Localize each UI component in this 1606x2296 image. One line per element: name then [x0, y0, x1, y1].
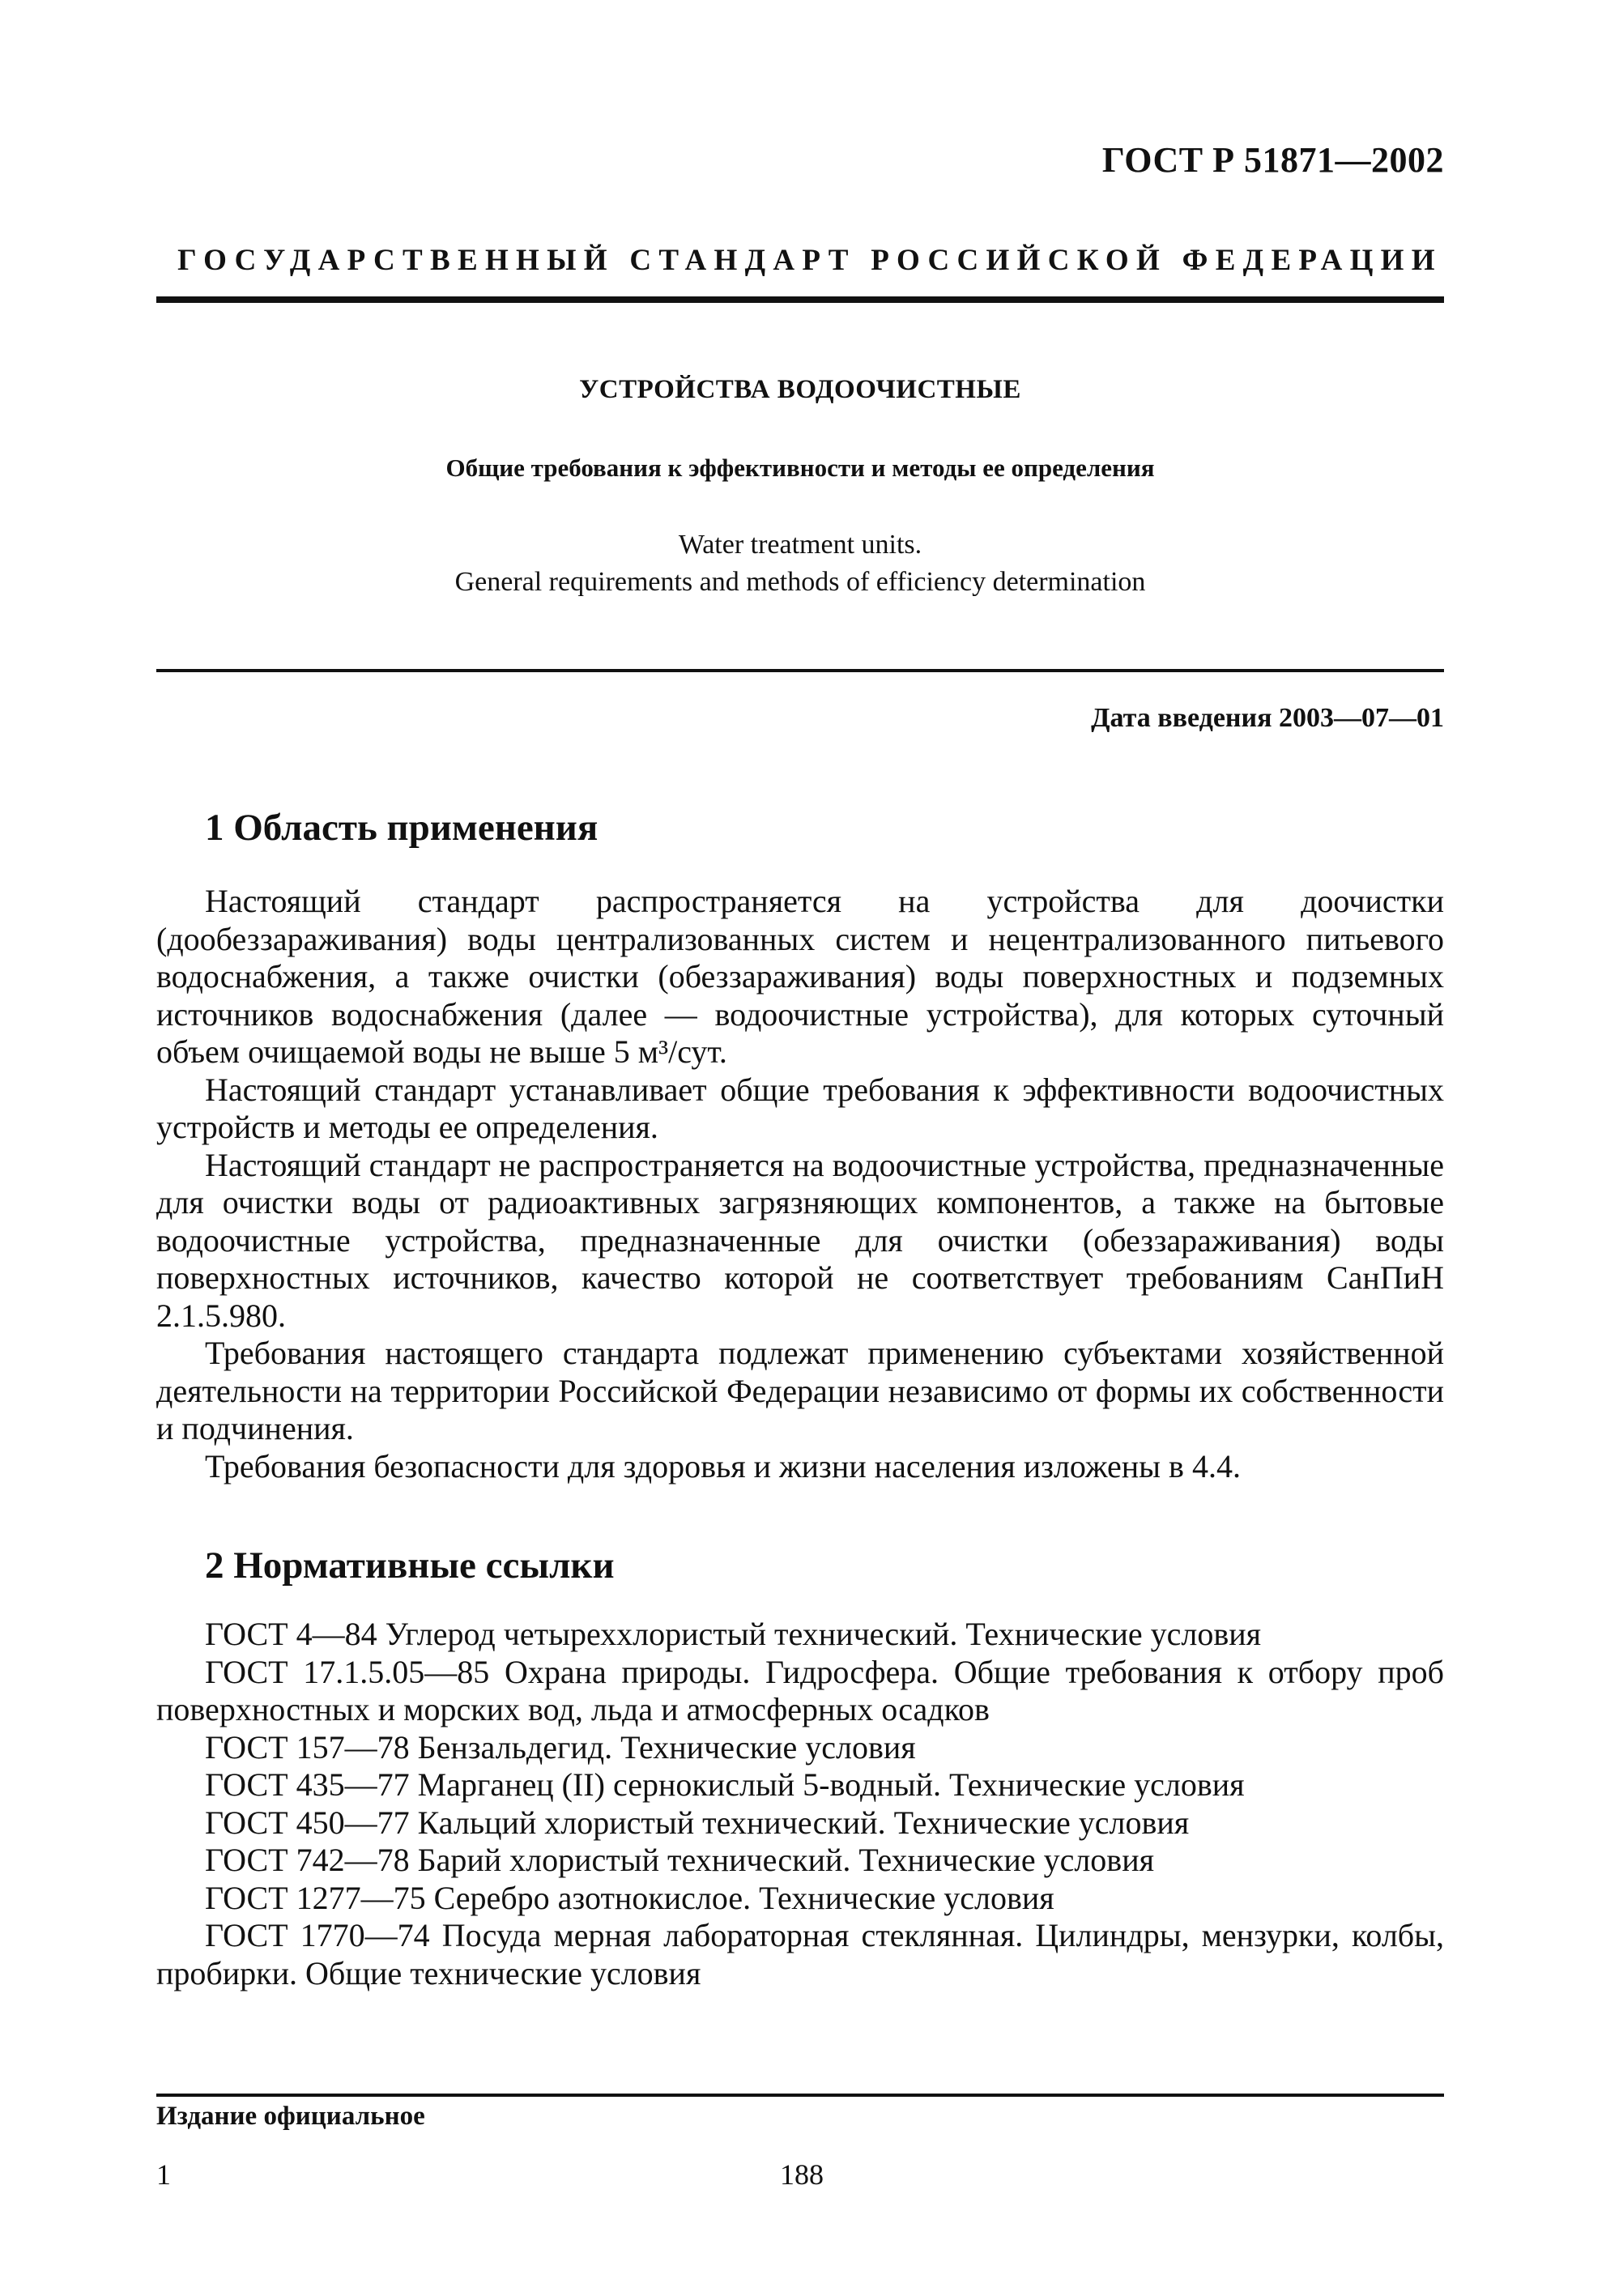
section-1-body	[156, 883, 1444, 1485]
standard-number: ГОСТ Р 51871—2002	[1101, 140, 1444, 180]
english-title	[156, 526, 1444, 601]
paragraph: Требования безопасности для здоровья и жизни населения изложены в 4.4.	[205, 1447, 1241, 1485]
footer-left-number: 1	[156, 2158, 171, 2191]
section-2-references	[156, 1616, 1444, 1992]
document-page	[156, 0, 1444, 2296]
reference-item: ГОСТ 1770—74 Посуда мерная лабораторная стеклянная. Цилиндры, мензурки, колбы, пробирки. Общие технические условия	[156, 1917, 1444, 1991]
title-divider	[156, 669, 1444, 672]
reference-item: ГОСТ 157—78 Бензальдегид. Технические условия	[205, 1728, 916, 1766]
reference-item: ГОСТ 1277—75 Серебро азотнокислое. Технические условия	[205, 1879, 1054, 1916]
reference-item: ГОСТ 17.1.5.05—85 Охрана природы. Гидросфера. Общие требования к отбору проб поверхностных и морских вод, льда и атмосферных осадков	[156, 1653, 1444, 1727]
section-1-heading: 1 Область применения	[205, 807, 599, 849]
reference-item: ГОСТ 4—84 Углерод четыреххлористый технический. Технические условия	[205, 1616, 1262, 1652]
header-divider	[156, 296, 1444, 303]
paragraph: Настоящий стандарт распространяется на устройства для доочистки (дообеззараживания) воды централизованных систем и нецентрализованного питьевого водоснабжения, а также очистки (обеззараживания) воды поверхностных и подземных источников водоснабжения (далее — водоочистные устройства), для которых суточный объем очищаемой воды не выше 5 м³/сут.	[156, 883, 1444, 1070]
document-title: УСТРОЙСТВА ВОДООЧИСТНЫЕ	[579, 375, 1021, 404]
english-title-line-2: General requirements and methods of efficiency determination	[454, 567, 1146, 597]
introduction-date: Дата введения 2003—07—01	[1091, 703, 1444, 733]
reference-item: ГОСТ 742—78 Барий хлористый технический. Технические условия	[205, 1842, 1154, 1878]
reference-item: ГОСТ 435—77 Марганец (II) сернокислый 5-водный. Технические условия	[205, 1766, 1245, 1803]
paragraph: Настоящий стандарт устанавливает общие требования к эффективности водоочистных устройств и методы ее определения.	[156, 1071, 1444, 1145]
standard-organization: ГОСУДАРСТВЕННЫЙ СТАНДАРТ РОССИЙСКОЙ ФЕДЕРАЦИИ	[177, 244, 1442, 277]
footer-divider	[156, 2094, 1444, 2097]
document-subtitle: Общие требования к эффективности и методы ее определения	[445, 454, 1155, 482]
english-title-line-1: Water treatment units.	[678, 530, 922, 560]
page-number: 188	[780, 2158, 824, 2191]
paragraph: Требования настоящего стандарта подлежат применению субъектами хозяйственной деятельности на территории Российской Федерации независимо от формы их собственности и подчинения.	[156, 1335, 1444, 1446]
section-2-heading: 2 Нормативные ссылки	[205, 1544, 615, 1587]
reference-item: ГОСТ 450—77 Кальций хлористый технический. Технические условия	[205, 1804, 1190, 1841]
official-edition-label: Издание официальное	[156, 2102, 425, 2131]
paragraph: Настоящий стандарт не распространяется на водоочистные устройства, предназначенные для очистки воды от радиоактивных загрязняющих компонентов, а также на бытовые водоочистные устройства, предназначенные для очистки (обеззараживания) воды поверхностных источников, качество которой не соответствует требованиям СанПиН 2.1.5.980.	[156, 1146, 1444, 1334]
